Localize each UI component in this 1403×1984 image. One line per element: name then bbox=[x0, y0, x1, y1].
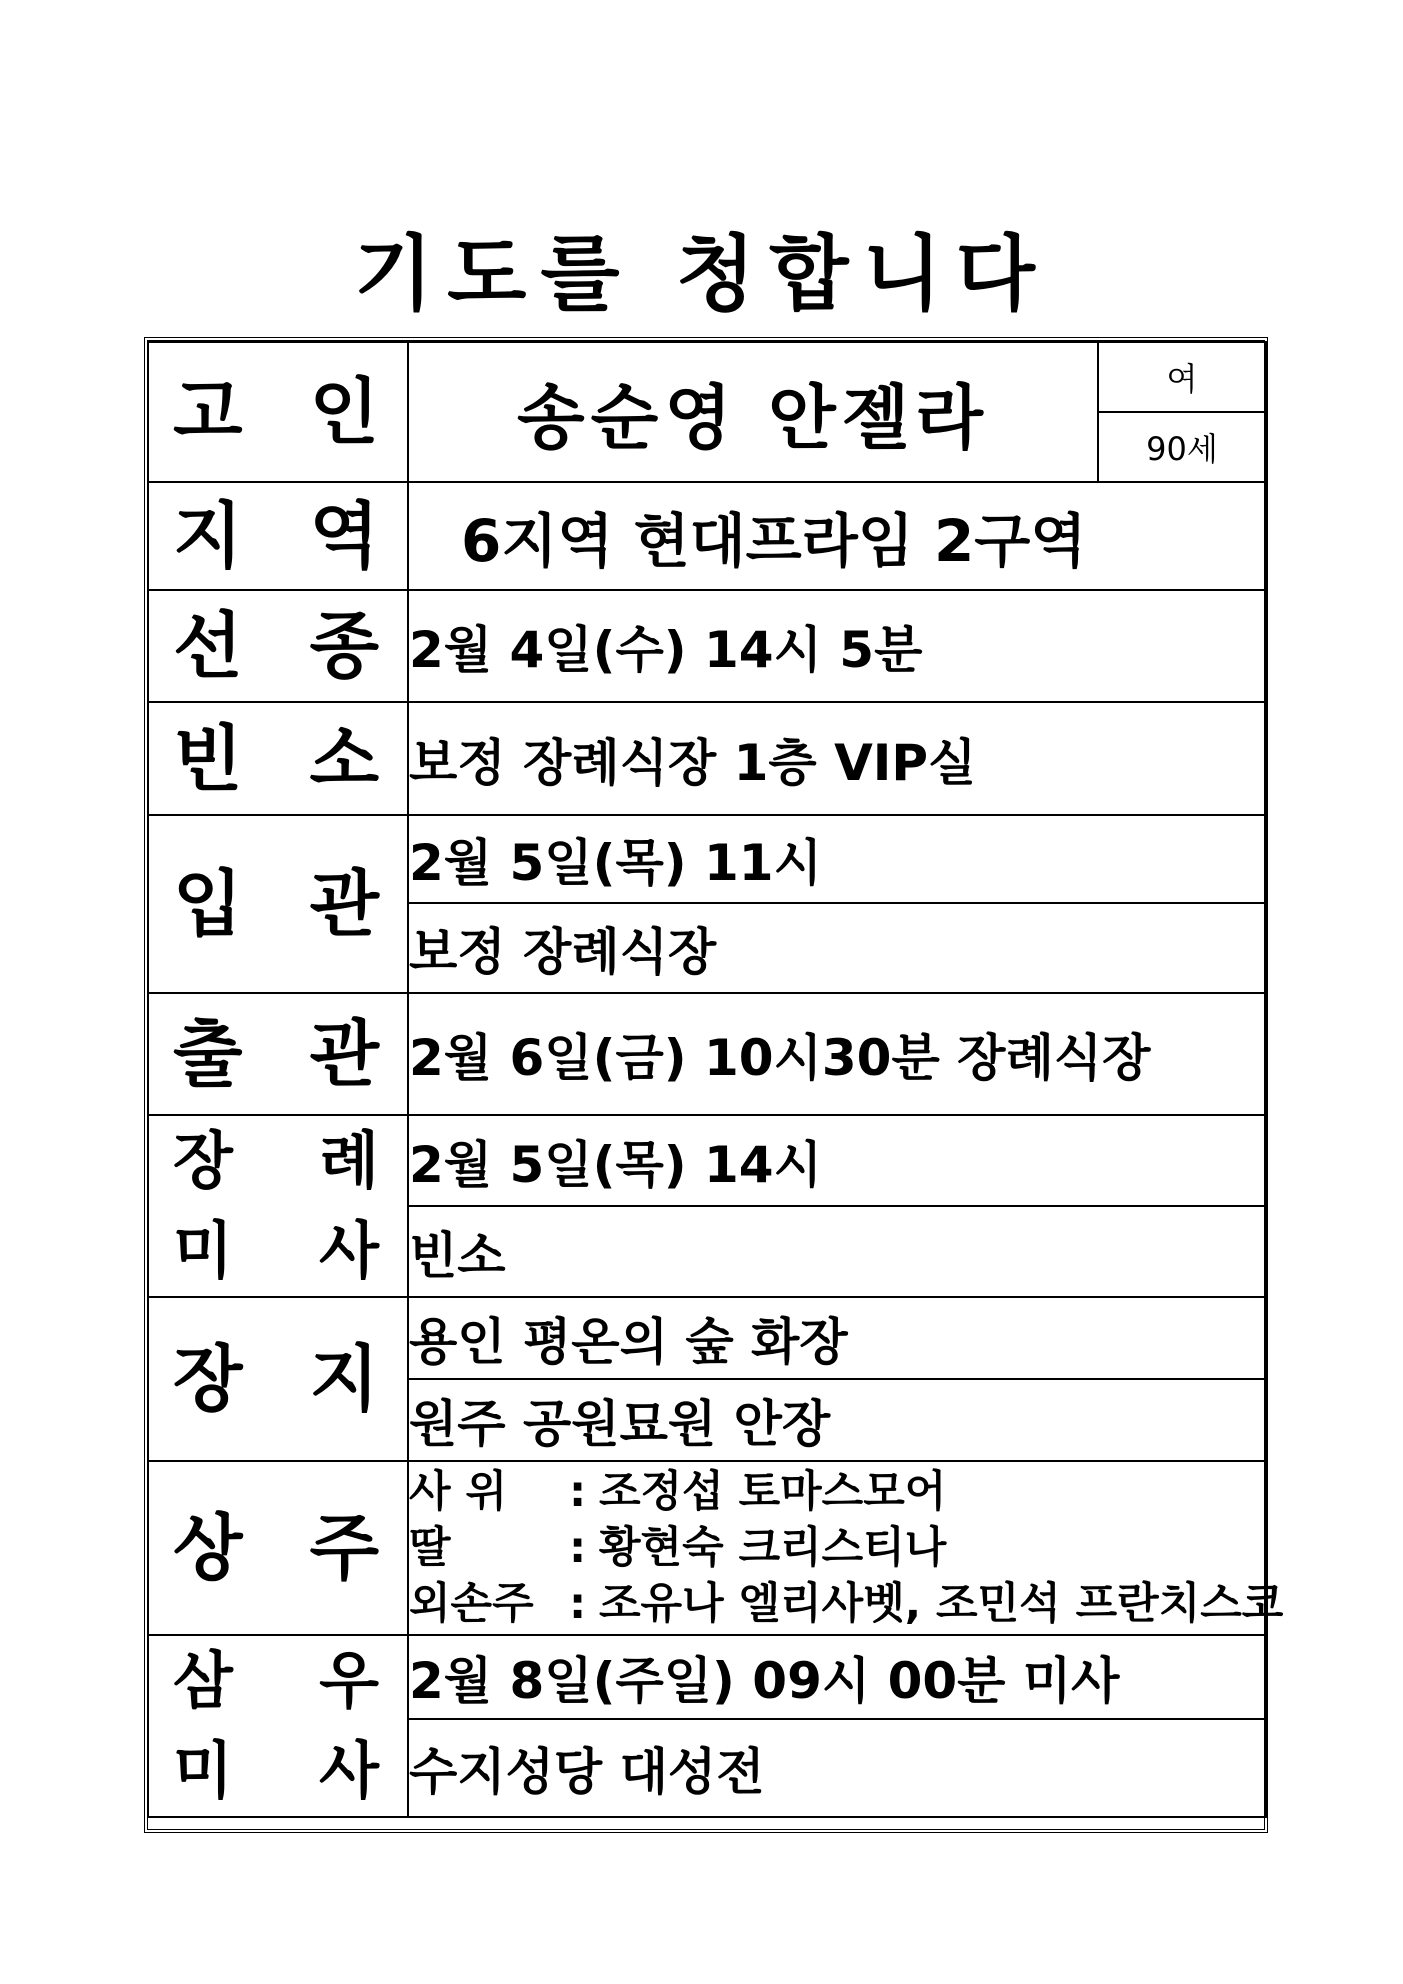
burial-interment: 원주 공원묘원 안장 bbox=[408, 1379, 1266, 1461]
funeral-mass-place: 빈소 bbox=[408, 1206, 1266, 1297]
death-value: 2월 4일(수) 14시 5분 bbox=[408, 590, 1266, 702]
label-chief-mourner: 상 주 bbox=[148, 1461, 408, 1635]
region-value: 6지역 현대프라임 2구역 bbox=[408, 482, 1266, 590]
label-region: 지 역 bbox=[148, 482, 408, 590]
chief-mourner-list bbox=[408, 1461, 1284, 1635]
deceased-name: 송순영 안젤라 bbox=[408, 342, 1098, 482]
row-region bbox=[148, 482, 1266, 590]
burial-cremation: 용인 평온의 숲 화장 bbox=[408, 1297, 1266, 1379]
row-death bbox=[148, 590, 1266, 702]
label-encoffining: 입 관 bbox=[148, 815, 408, 993]
row-third-day-mass bbox=[148, 1635, 1266, 1719]
label-departure: 출 관 bbox=[148, 993, 408, 1115]
row-deceased bbox=[148, 342, 1266, 412]
encoffining-place: 보정 장례식장 bbox=[408, 903, 1266, 993]
departure-value: 2월 6일(금) 10시30분 장례식장 bbox=[408, 993, 1266, 1115]
label-deceased: 고 인 bbox=[148, 342, 408, 482]
label-death: 선 종 bbox=[148, 590, 408, 702]
label-third-day-mass: 삼 우 미 사 bbox=[148, 1635, 408, 1817]
third-day-mass-place: 수지성당 대성전 bbox=[408, 1719, 1266, 1817]
chief-row-son-in-law: 사 위 : 조정섭 토마스모어 bbox=[409, 1467, 947, 1517]
row-burial bbox=[148, 1297, 1266, 1379]
obituary-table bbox=[147, 341, 1284, 1818]
row-funeral-mass bbox=[148, 1115, 1266, 1206]
mortuary-value: 보정 장례식장 1층 VIP실 bbox=[408, 702, 1266, 815]
label-funeral-mass: 장 례 미 사 bbox=[148, 1115, 408, 1297]
label-mortuary: 빈 소 bbox=[148, 702, 408, 815]
chief-row-daughter: 딸 : 황현숙 크리스티나 bbox=[409, 1523, 947, 1573]
deceased-gender: 여 bbox=[1098, 342, 1266, 412]
row-encoffining bbox=[148, 815, 1266, 903]
third-day-mass-time: 2월 8일(주일) 09시 00분 미사 bbox=[408, 1635, 1266, 1719]
deceased-age: 90세 bbox=[1098, 412, 1266, 482]
row-departure bbox=[148, 993, 1266, 1115]
page-title: 기도를 청합니다 bbox=[353, 227, 1050, 322]
encoffining-time: 2월 5일(목) 11시 bbox=[408, 815, 1266, 903]
chief-row-grandchildren: 외손주 : 조유나 엘리사벳, 조민석 프란치스코 bbox=[409, 1579, 1284, 1629]
row-chief-mourner bbox=[148, 1461, 1266, 1635]
row-mortuary bbox=[148, 702, 1266, 815]
funeral-mass-time: 2월 5일(목) 14시 bbox=[408, 1115, 1266, 1206]
label-burial: 장 지 bbox=[148, 1297, 408, 1461]
